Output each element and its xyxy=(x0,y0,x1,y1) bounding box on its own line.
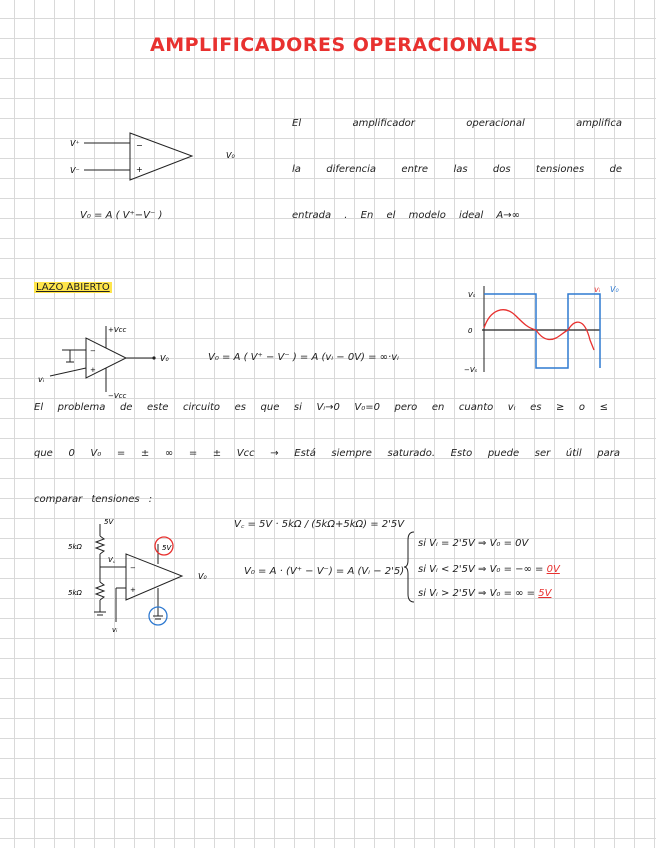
comparator-eq-1: V꜀ = 5V · 5kΩ / (5kΩ+5kΩ) = 2'5V xyxy=(234,519,405,530)
legend-vi: vᵢ xyxy=(594,285,601,294)
paragraph-line-2: que 0 V₀ = ± ∞ = ± Vcc → Está siempre saturado. Esto puede ser útil para xyxy=(34,448,620,459)
vo-square-wave xyxy=(484,294,600,368)
open-loop-graph xyxy=(460,280,630,380)
label-vminus: V⁻ xyxy=(70,166,80,175)
svg-text:−: − xyxy=(130,564,136,572)
label-comparator-vi: vᵢ xyxy=(112,626,118,634)
intro-line-1: El amplificador operacional amplifica xyxy=(292,118,622,129)
cases-brace xyxy=(404,530,418,604)
case-3-text: si Vᵢ > 2'5V ⇒ V₀ = ∞ = xyxy=(418,588,539,599)
label-neg-input: − xyxy=(136,141,143,150)
label-pos-input: + xyxy=(136,165,143,174)
label-pos-supply: 5V xyxy=(162,544,172,552)
label-comparator-out: V₀ xyxy=(198,572,207,581)
open-loop-circuit-diagram xyxy=(36,320,196,400)
label-vcc: +Vcc xyxy=(108,326,127,334)
y-top-label: Vₛ xyxy=(468,291,476,299)
svg-text:+: + xyxy=(90,366,96,374)
paragraph-line-1: El problema de este circuito es que si Vᵢ→0 V₀=0 pero en cuanto vᵢ es ≥ o ≤ xyxy=(34,402,608,413)
case-1-text: si Vᵢ = 2'5V ⇒ V₀ = 0V xyxy=(418,538,529,549)
intro-line-3: entrada . En el modelo ideal A→∞ xyxy=(292,210,520,221)
intro-line-2: la diferencia entre las dos tensiones de xyxy=(292,164,622,175)
comparator-circuit-diagram xyxy=(60,512,230,637)
comparator-eq-2: V₀ = A · (V⁺ − V⁻) = A (Vᵢ − 2'5) xyxy=(244,566,405,577)
legend-vo: V₀ xyxy=(610,285,619,294)
label-r-top: 5kΩ xyxy=(68,543,82,551)
case-3 xyxy=(418,588,551,599)
label-node-vc: V꜀ xyxy=(108,556,116,564)
label-vplus: V⁺ xyxy=(70,139,80,148)
label-supply-5v: 5V xyxy=(104,518,114,526)
case-2 xyxy=(418,564,560,575)
case-3-result: 5V xyxy=(538,588,552,599)
y-zero-label: 0 xyxy=(468,327,473,335)
label-vi: vᵢ xyxy=(38,375,45,384)
case-1 xyxy=(418,538,528,549)
section-heading-open-loop: LAZO ABIERTO xyxy=(36,282,110,293)
y-bottom-label: −Vₛ xyxy=(464,366,478,374)
label-vout: V₀ xyxy=(226,151,235,160)
case-2-result: 0V xyxy=(546,564,560,575)
label-r-bottom: 5kΩ xyxy=(68,589,82,597)
label-vo: V₀ xyxy=(160,354,169,363)
intro-formula: V₀ = A ( V⁺−V⁻ ) xyxy=(80,210,163,221)
page-title: AMPLIFICADORES OPERACIONALES xyxy=(150,34,539,56)
svg-text:+: + xyxy=(130,586,136,594)
svg-text:−: − xyxy=(90,347,96,355)
case-2-text: si Vᵢ < 2'5V ⇒ V₀ = −∞ = xyxy=(418,564,547,575)
label-neg-vcc: −Vcc xyxy=(108,392,127,400)
paragraph-line-3: comparar tensiones : xyxy=(34,494,153,505)
open-loop-formula: V₀ = A ( V⁺ − V⁻ ) = A (vᵢ − 0V) = ∞·vᵢ xyxy=(208,352,399,363)
opamp-symbol-diagram xyxy=(60,128,260,188)
